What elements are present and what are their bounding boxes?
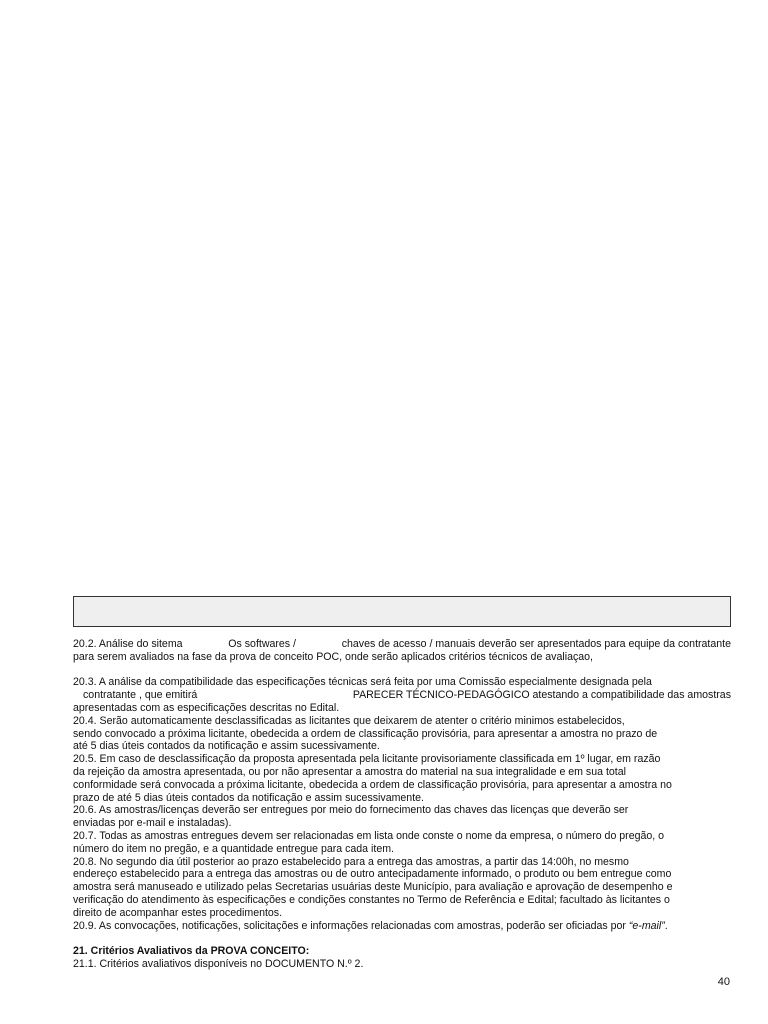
item-20-8-line-1: 20.8. No segundo dia útil posterior ao prazo estabelecido para a entrega das amostras, a partir das 14:00h, no mesmo <box>73 855 629 868</box>
item-20-5-line-4: prazo de até 5 dias úteis contados da notificação e assim sucessivamente. <box>73 791 424 804</box>
item-20-2-text-c: chaves de acesso / manuais deverão ser apresentados para equipe da contratante <box>341 638 731 650</box>
item-20-4-line-3: até 5 dias úteis contados da notificação e assim sucessivamente. <box>73 740 380 753</box>
item-20-7-line-1: 20.7. Todas as amostras entregues devem ser relacionadas em lista onde conste o nome da empresa, o número do pregão, o <box>73 829 665 842</box>
item-20-6-line-1: 20.6. As amostras/licenças deverão ser entregues por meio do fornecimento das chaves das licenças que deverão ser <box>73 804 629 817</box>
item-20-3-line-3: apresentadas com as especificações descritas no Edital. <box>73 701 340 714</box>
item-20-3-text-b: PARECER TÉCNICO-PEDAGÓGICO atestando a compatibilidade das amostras <box>352 689 731 702</box>
paragraph-gap <box>73 932 731 945</box>
document-body <box>73 638 731 971</box>
item-20-5-line-2: da rejeição da amostra apresentada, ou por não apresentar a amostra do material na sua integralidade e em sua total <box>73 765 626 778</box>
item-20-7-line-2: número do item no pregão, e a quantidade entregue para cada item. <box>73 842 394 855</box>
item-20-3-text-a: contratante , que emitirá <box>83 689 198 702</box>
item-20-3-line-1: 20.3. A análise da compatibilidade das especificações técnicas será feita por uma Comissão especialmente designada pela <box>73 676 652 689</box>
section-21-heading: 21. Critérios Avaliativos da PROVA CONCEITO: <box>73 945 310 958</box>
item-20-4-line-1: 20.4. Serão automaticamente desclassificadas as licitantes que deixarem de atenter o critério minimos estabelecidos, <box>73 714 625 727</box>
item-20-9-text-a: 20.9. As convocações, notificações, solicitações e informações relacionadas com amostras, poderão ser oficiadas por <box>73 919 629 932</box>
item-20-9-email-term: “e-mail” <box>628 919 665 932</box>
item-20-2-line-2: para serem avaliados na fase da prova de conceito POC, onde serão aplicados critérios técnicos de avaliaçao, <box>73 650 593 663</box>
item-20-9-line-1 <box>73 920 731 933</box>
item-20-8-line-2: endereço estabelecido para a entrega das amostras ou de outro antecipadamente informado, o produto ou bem entregue como <box>73 868 672 881</box>
item-20-2-line-1 <box>73 638 731 651</box>
item-20-5-line-1: 20.5. Em caso de desclassificação da proposta apresentada pela licitante provisoriamente classificada em 1º lugar, em razão <box>73 753 661 766</box>
page-number: 40 <box>717 976 730 988</box>
item-20-8-line-3: amostra será manuseado e utilizado pelas Secretarias usuárias deste Município, para avaliação e aprovação de desempenho e <box>73 881 673 894</box>
item-20-4-line-2: sendo convocado a próxima licitante, obedecida a ordem de classificação provisória, para apresentar a amostra no prazo de <box>73 727 658 740</box>
gray-boxed-banner <box>73 596 731 627</box>
item-20-8-line-5: direito de acompanhar estes procedimentos. <box>73 906 283 919</box>
item-20-3-line-2 <box>73 689 731 702</box>
item-20-2-text-a: 20.2. Análise do sitema <box>73 638 183 650</box>
item-20-5-line-3: conformidade será convocada a próxima licitante, obedecida a ordem de classificação provisória, para apresentar a amostra no <box>73 778 672 791</box>
item-21-1-line-1: 21.1. Critérios avaliativos disponíveis no DOCUMENTO N.º 2. <box>73 957 364 970</box>
paragraph-gap <box>73 664 731 677</box>
item-20-6-line-2: enviadas por e-mail e instaladas). <box>73 817 232 830</box>
item-20-9-text-c: . <box>664 919 668 932</box>
item-20-8-line-4: verificação do atendimento às especificações e condições constantes no Termo de Referência e Edital; facultado às licitantes o <box>73 893 670 906</box>
item-20-2-text-b: Os softwares / <box>228 638 296 650</box>
